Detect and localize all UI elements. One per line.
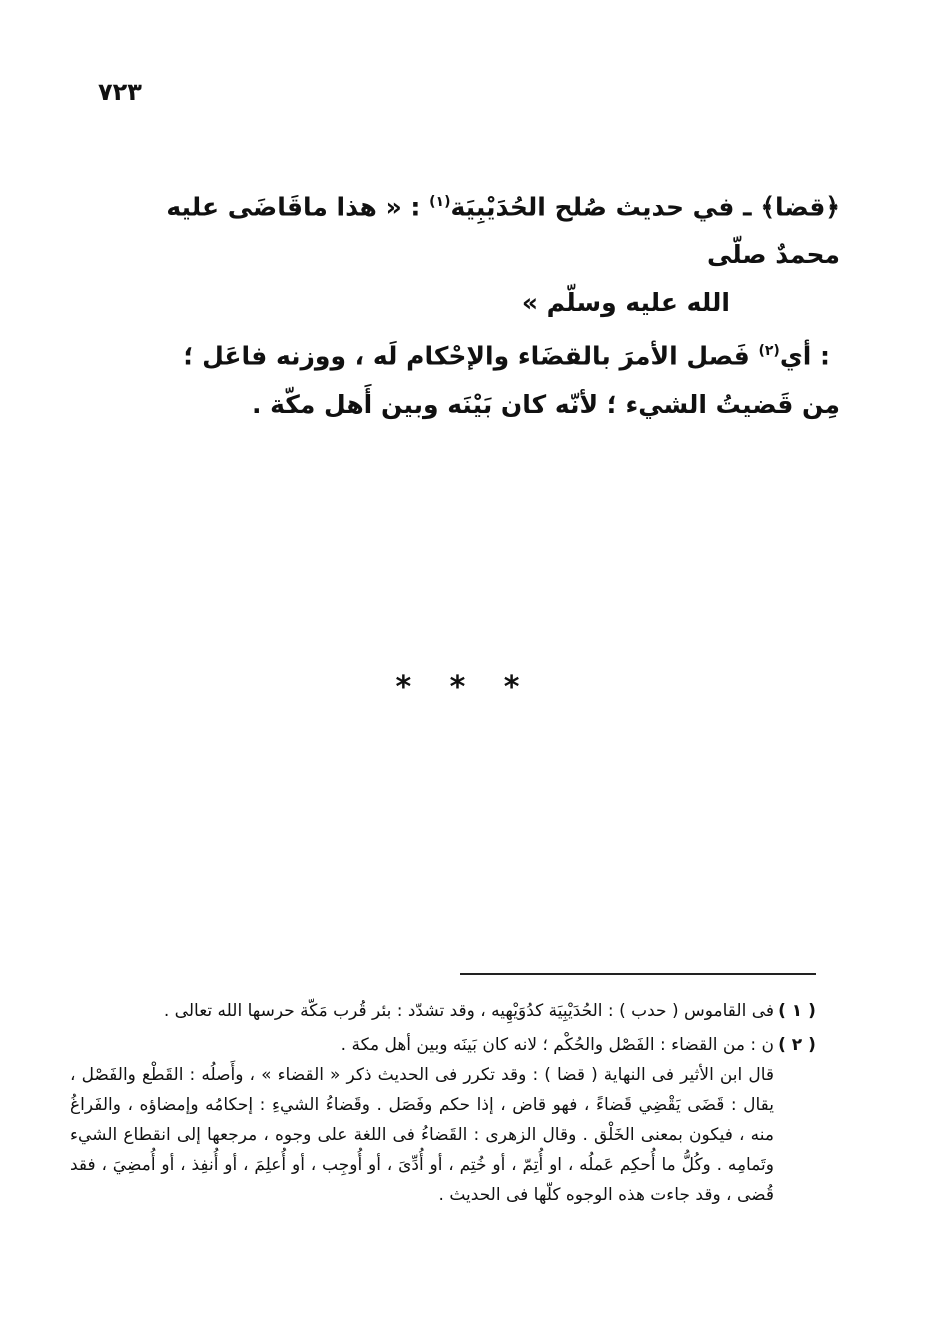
footnote-body	[70, 1030, 774, 1210]
entry-line3-rest: فَصل الأمرَ بالقضَاء والإحْكام لَه ، ووزنه فاعَل ؛	[183, 341, 750, 371]
footnote-ref-2: (٢)	[758, 343, 780, 360]
entry-headword: ﴿قضا﴾	[760, 192, 840, 222]
footnote-number: ( ١ )	[778, 1001, 816, 1021]
footnote-1	[70, 996, 820, 1026]
footnote-line: فى القاموس ( حدب ) : الحُدَيْبِيَة كدُوَيْهِيه ، وقد تشدّد : بئر قُرب مَكّة حرسها الله تعالى .	[163, 1001, 774, 1021]
entry-text	[100, 178, 840, 429]
entry-line-3	[100, 327, 840, 380]
footnote-divider	[460, 973, 816, 975]
footnote-number: ( ٢ )	[778, 1035, 816, 1055]
page-number: ٧٢٣	[98, 78, 142, 106]
entry-line-2: الله عليه وسلّم »	[521, 288, 730, 318]
entry-line1-rest: : « هذا ماقَاضَى عليه محمدٌ صلّى	[166, 192, 840, 270]
entry-line-4: مِن قَضيتُ الشيء ؛ لأنّه كان بَيْنَه وبين أَهل مكّة .	[251, 389, 840, 419]
entry-line3-pre: : أي	[779, 341, 830, 371]
footnote-2	[70, 1030, 820, 1210]
footnotes	[70, 996, 820, 1214]
entry-line1-text: ـ في حديث صُلح الحُدَيْبِيَة	[450, 192, 752, 222]
footnote-body	[70, 996, 774, 1026]
entry-line-1	[100, 178, 840, 279]
footnote-line: ن : من القضاء : الفَصْل والحُكْم ؛ لانه كان بَينَه وبين أهل مكة .	[340, 1035, 774, 1055]
footnote-line: قال ابن الأثير فى النهاية ( قضا ) : وقد تكرر فى الحديث ذكر « القضاء » ، وأَصلُه : القَطْع والفَصْل ، يقال : قَضَى يَقْضِي قَضاءً ، فهو قاض ، إذا حكم وفَصَل . وقَضاءُ الشيءِ : إحكامُه وإمضاؤه ، والفَراغُ منه ، فيكون بمعنى الخَلْق . وقال الزهرى : القَضاءُ فى اللغة على وجوه ، مرجعها إلى انقطاع الشيء وتَمامِه . وكُلُّ ما أُحكِم عَملُه ، او أُتِمّ ، أو خُتِم ، أو أُدِّىَ ، أو أُوجِب ، أو أُعلِمَ ، أو أُنفِذ ، أو أُمضِيَ ، فقد قُضى ، وقد جاءت هذه الوجوه كلّها فى الحديث .	[70, 1065, 774, 1205]
section-separator: * * *	[395, 670, 534, 705]
footnote-ref-1: (١)	[429, 194, 451, 210]
